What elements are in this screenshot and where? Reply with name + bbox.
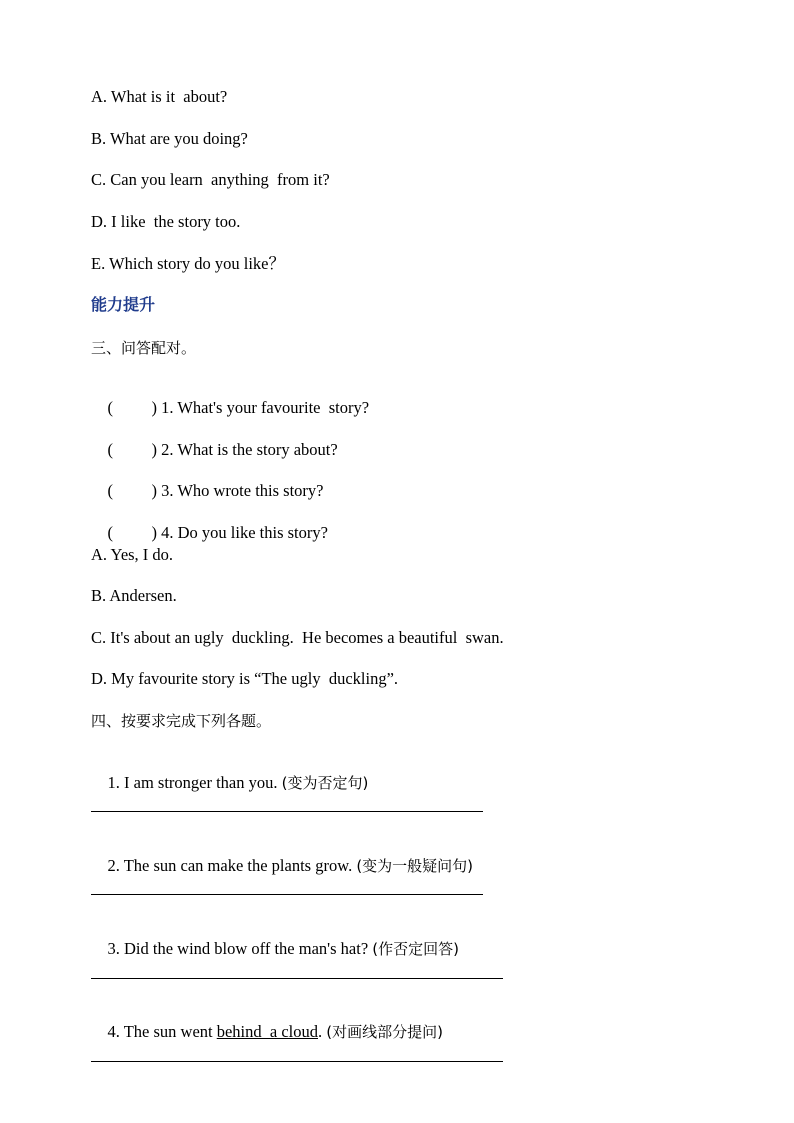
task-2 — [91, 836, 473, 896]
part4-title: 四、按要求完成下列各题。 — [91, 712, 272, 730]
section-heading: 能力提升 — [91, 295, 156, 314]
answer-blank[interactable]: ( — [107, 481, 113, 500]
question-text: ) 4. Do you like this story? — [151, 523, 328, 542]
question-text: ) 3. Who wrote this story? — [151, 481, 324, 500]
task-3 — [91, 919, 459, 979]
answer-a: A. Yes, I do. — [91, 545, 174, 564]
question-text: ) 1. What's your favourite story? — [151, 398, 370, 417]
task-text: 3. Did the wind blow off the man's hat? — [107, 939, 373, 958]
task-instruction: (作否定回答) — [372, 940, 460, 958]
option-c: C. Can you learn anything from it? — [91, 170, 330, 189]
answer-line-2[interactable] — [91, 894, 483, 895]
answer-line-3[interactable] — [91, 978, 503, 979]
task-instruction: (对画线部分提问) — [326, 1023, 443, 1041]
option-b: B. What are you doing? — [91, 129, 248, 148]
question-text: ) 2. What is the story about? — [151, 440, 338, 459]
task-1 — [91, 753, 368, 813]
option-e: E. Which story do you like？ — [91, 254, 286, 273]
answer-b: B. Andersen. — [91, 586, 177, 605]
task-text: 1. I am stronger than you. — [107, 773, 282, 792]
answer-blank[interactable]: ( — [107, 440, 113, 459]
task-instruction: (变为一般疑问句) — [356, 857, 474, 875]
answer-line-4[interactable] — [91, 1061, 503, 1062]
task-text: 2. The sun can make the plants grow. — [107, 856, 357, 875]
answer-blank[interactable]: ( — [107, 398, 113, 417]
answer-d: D. My favourite story is “The ugly duckling”. — [91, 669, 399, 688]
answer-blank[interactable]: ( — [107, 523, 113, 542]
task-text: 4. The sun went — [107, 1022, 217, 1041]
underlined-phrase: behind a cloud — [216, 1022, 318, 1041]
task-4 — [91, 1002, 443, 1062]
task-instruction: (变为否定句) — [281, 774, 369, 792]
part3-title: 三、问答配对。 — [91, 339, 197, 357]
option-d: D. I like the story too. — [91, 212, 241, 231]
answer-c: C. It's about an ugly duckling. He becomes a beautiful swan. — [91, 628, 504, 647]
task-text-after: . — [318, 1022, 327, 1041]
answer-line-1[interactable] — [91, 811, 483, 812]
option-a: A. What is it about? — [91, 87, 228, 106]
